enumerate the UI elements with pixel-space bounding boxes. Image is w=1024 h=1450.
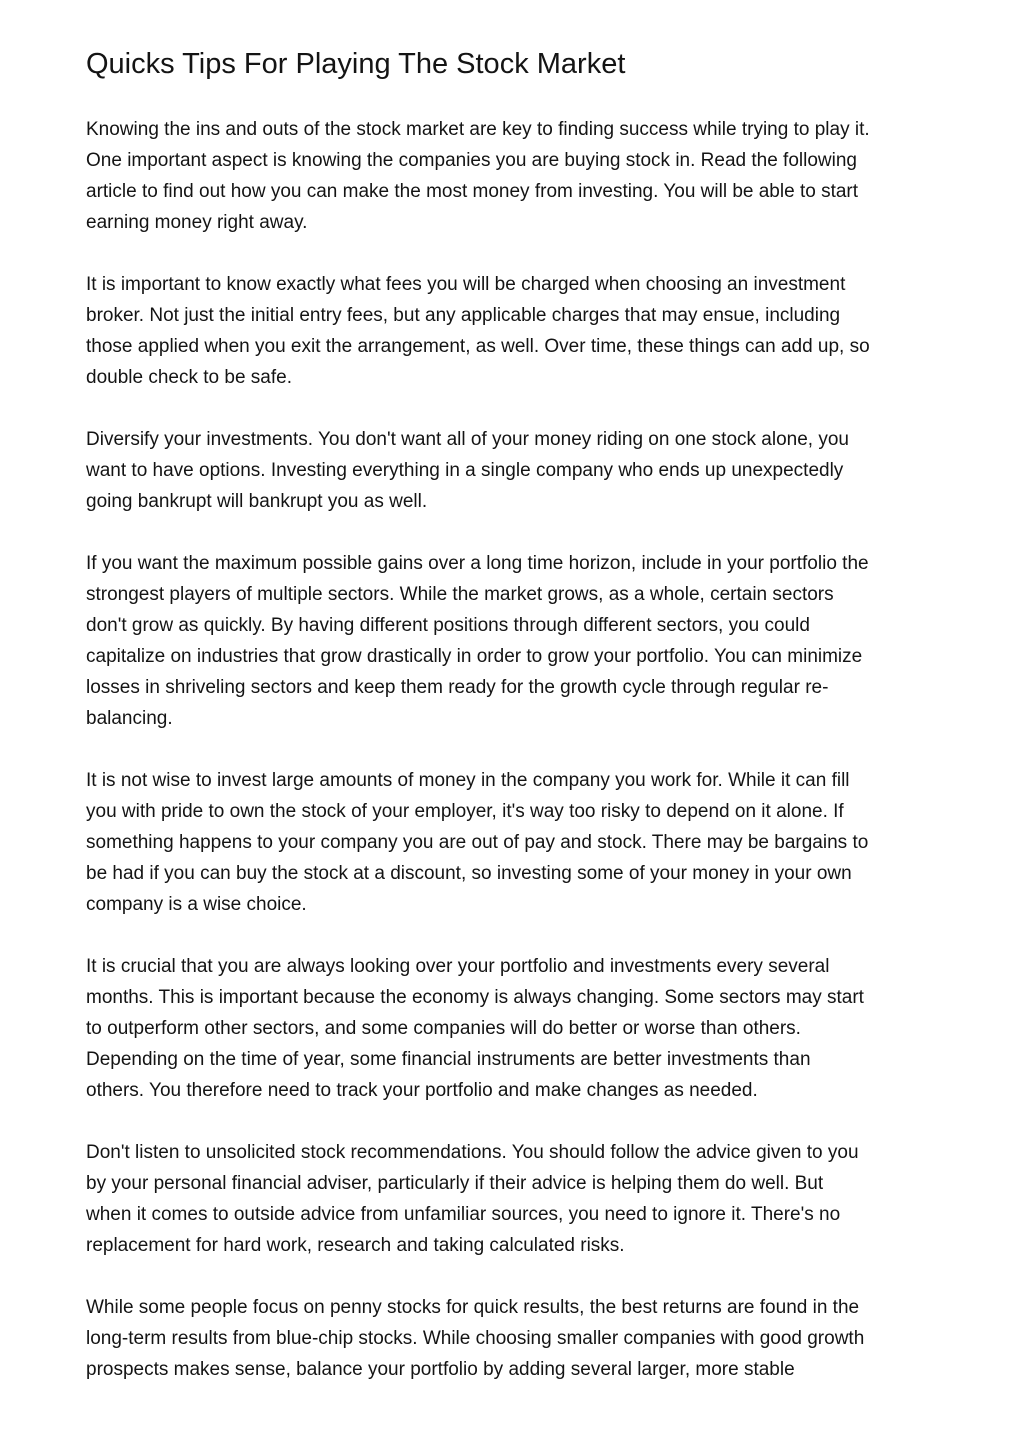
paragraph-line: replacement for hard work, research and taking calculated risks.: [86, 1235, 625, 1256]
paragraph-line: article to find out how you can make the most money from investing. You will be able to start: [86, 181, 859, 202]
paragraph-2: [86, 269, 956, 393]
paragraph-line: company is a wise choice.: [86, 894, 307, 915]
paragraph-5: [86, 765, 956, 920]
paragraph-line: capitalize on industries that grow drastically in order to grow your portfolio. You can minimize: [86, 646, 863, 667]
paragraph-line: others. You therefore need to track your portfolio and make changes as needed.: [86, 1080, 758, 1101]
paragraph-4: [86, 548, 956, 734]
paragraph-3: [86, 424, 956, 517]
paragraph-8: [86, 1292, 956, 1385]
paragraph-line: when it comes to outside advice from unfamiliar sources, you need to ignore it. There's no: [86, 1204, 841, 1225]
paragraph-6: [86, 951, 956, 1106]
paragraph-line: It is not wise to invest large amounts of money in the company you work for. While it can fill: [86, 770, 850, 791]
paragraph-1: [86, 114, 956, 238]
paragraph-line: long-term results from blue-chip stocks. While choosing smaller companies with good growth: [86, 1328, 865, 1349]
paragraph-line: to outperform other sectors, and some companies will do better or worse than others.: [86, 1018, 801, 1039]
paragraph-line: One important aspect is knowing the companies you are buying stock in. Read the following: [86, 150, 857, 171]
document-title: Quicks Tips For Playing The Stock Market: [86, 48, 626, 80]
paragraph-line: by your personal financial adviser, particularly if their advice is helping them do well. But: [86, 1173, 824, 1194]
paragraph-line: double check to be safe.: [86, 367, 292, 388]
paragraph-line: It is important to know exactly what fees you will be charged when choosing an investment: [86, 274, 846, 295]
paragraph-line: balancing.: [86, 708, 173, 729]
paragraph-line: months. This is important because the economy is always changing. Some sectors may start: [86, 987, 864, 1008]
paragraph-line: While some people focus on penny stocks for quick results, the best returns are found in the: [86, 1297, 860, 1318]
paragraph-line: broker. Not just the initial entry fees, but any applicable charges that may ensue, including: [86, 305, 841, 326]
paragraph-line: want to have options. Investing everything in a single company who ends up unexpectedly: [86, 460, 844, 481]
paragraph-line: losses in shriveling sectors and keep them ready for the growth cycle through regular re-: [86, 677, 829, 698]
paragraph-line: earning money right away.: [86, 212, 308, 233]
paragraph-line: strongest players of multiple sectors. While the market grows, as a whole, certain sectors: [86, 584, 834, 605]
paragraph-line: prospects makes sense, balance your portfolio by adding several larger, more stable: [86, 1359, 795, 1380]
paragraph-line: those applied when you exit the arrangement, as well. Over time, these things can add up, so: [86, 336, 870, 357]
paragraph-line: don't grow as quickly. By having different positions through different sectors, you could: [86, 615, 810, 636]
paragraph-line: If you want the maximum possible gains over a long time horizon, include in your portfolio the: [86, 553, 869, 574]
paragraph-line: you with pride to own the stock of your employer, it's way too risky to depend on it alone. If: [86, 801, 844, 822]
paragraph-line: Diversify your investments. You don't want all of your money riding on one stock alone, you: [86, 429, 849, 450]
paragraph-line: It is crucial that you are always looking over your portfolio and investments every several: [86, 956, 830, 977]
paragraph-line: Depending on the time of year, some financial instruments are better investments than: [86, 1049, 811, 1070]
paragraph-line: Knowing the ins and outs of the stock market are key to finding success while trying to play it.: [86, 119, 870, 140]
paragraph-line: something happens to your company you are out of pay and stock. There may be bargains to: [86, 832, 869, 853]
paragraph-line: Don't listen to unsolicited stock recommendations. You should follow the advice given to you: [86, 1142, 859, 1163]
paragraph-7: [86, 1137, 956, 1261]
document-body: [86, 114, 956, 1416]
paragraph-line: be had if you can buy the stock at a discount, so investing some of your money in your own: [86, 863, 852, 884]
paragraph-line: going bankrupt will bankrupt you as well.: [86, 491, 428, 512]
